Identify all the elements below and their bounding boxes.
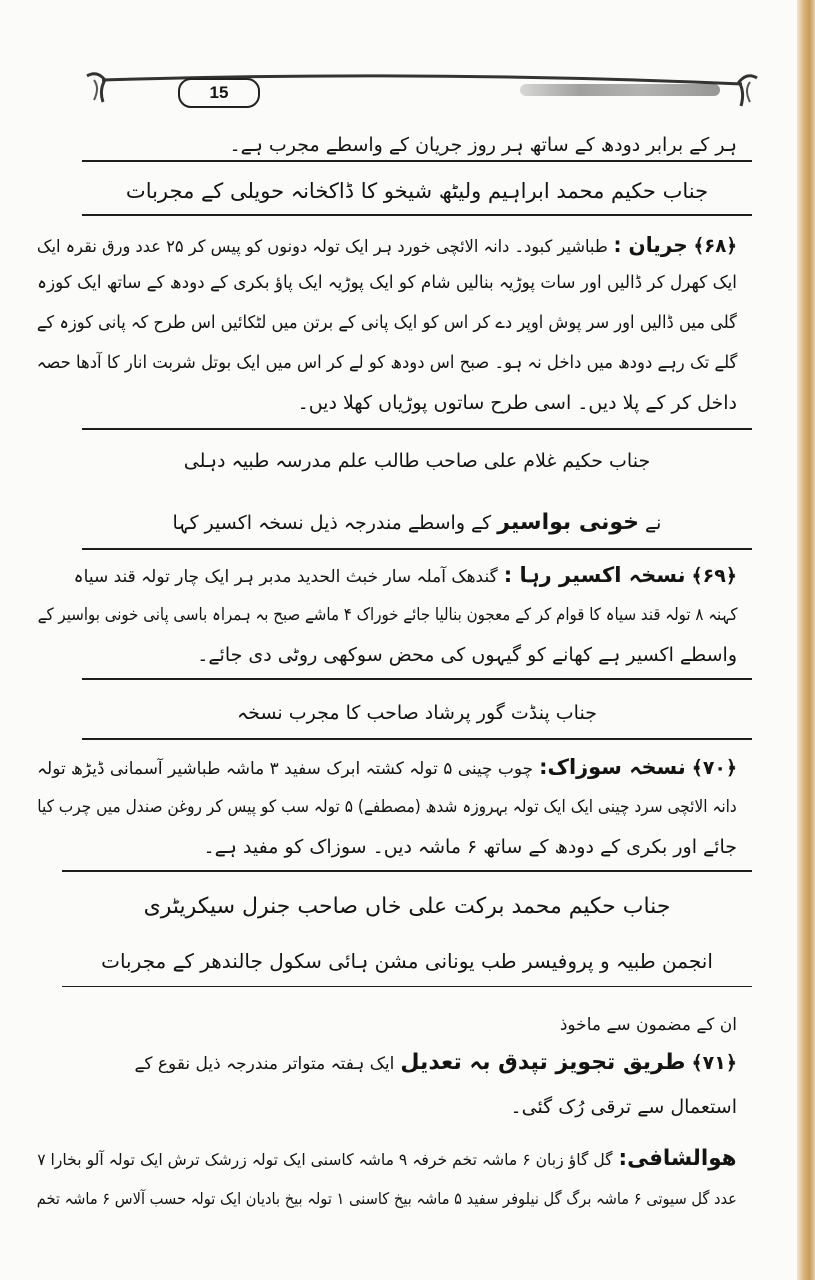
- title-emphasis: خونی بواسیر: [497, 510, 639, 535]
- recipe-text: گلے تک رہے دودھ میں داخل نہ ہو۔ صبح اس دودھ کو لے کر اس میں ایک بوتل شربت انار کا آدھا حصہ: [36, 353, 737, 373]
- page-edge: [797, 0, 815, 1280]
- divider: [62, 986, 752, 987]
- recipe-title: نسخہ اکسیر رہا :: [503, 563, 686, 587]
- divider: [82, 548, 752, 550]
- recipe-title: طریق تجویز تپدق بہ تعدیل: [400, 1050, 686, 1075]
- recipe-number: ﴿۷۱﴾: [691, 1052, 737, 1074]
- carry-over-line: ہر کے برابر دودھ کے ساتھ ہر روز جریان کے واسطے مجرب ہے۔: [229, 134, 737, 156]
- recipe-71-line-1: [134, 1050, 737, 1077]
- recipe-text: گندھک آملہ سار خبث الحدید مدبر ہر ایک چار تولہ قند سیاہ: [73, 567, 498, 587]
- section-title: انجمن طبیہ و پروفیسر طب یونانی مشن ہائی سکول جالندھر کے مجربات: [101, 949, 713, 973]
- recipe-text: جائے اور بکری کے دودھ کے ساتھ ۶ ماشہ دیں۔ سوزاک کو مفید ہے۔: [203, 836, 737, 858]
- source-note: ان کے مضمون سے ماخوذ: [559, 1015, 737, 1035]
- recipe-70-line-1: [37, 754, 737, 782]
- section-title: جناب حکیم محمد ابراہیم ولیٹھ شیخو کا ڈاکخانہ حویلی کے مجربات: [125, 179, 709, 203]
- recipe-69-line-1: [74, 562, 737, 590]
- recipe-text: کہنہ ۸ تولہ قند سیاہ کا قوام کر کے معجون بنالیا جائے خوراک ۴ ماشے صبح بہ ہمراہ باسی پانی خونی بواسیر کے: [37, 605, 737, 625]
- section-title-2: [82, 510, 752, 536]
- divider: [62, 870, 752, 872]
- divider: [82, 678, 752, 680]
- recipe-text: دانہ الائچی سرد چینی ایک ایک تولہ بہروزہ شدھ (مصطفے) ۵ تولہ سب کو پیس کر روغن صندل میں چرب کیا: [37, 797, 737, 817]
- divider: [82, 214, 752, 216]
- running-header-smudge: [520, 84, 720, 96]
- title-suffix: کے واسطے مندرجہ ذیل نسخہ اکسیر کہا: [172, 512, 492, 534]
- recipe-number: ﴿۷۰﴾: [691, 757, 737, 779]
- prescription-text: عدد گل سیوتی ۶ ماشہ برگ گل نیلوفر سفید ۵ ماشہ بیخ کاسنی ۱ تولہ بیخ بادیان ایک تولہ حسب آلاس ۶ ماشہ تخم: [36, 1189, 737, 1208]
- recipe-text: ایک ہفتہ متواتر مندرجہ ذیل نقوع کے: [134, 1054, 395, 1074]
- recipe-text: چوب چینی ۵ تولہ کشتہ ابرک سفید ۳ ماشہ طباشیر آسمانی ڈیڑھ تولہ: [37, 759, 534, 779]
- recipe-title: جریان :: [613, 233, 688, 257]
- page-number: 15: [178, 78, 260, 108]
- prescription-text: گل گاؤ زبان ۶ ماشہ تخم خرفہ ۹ ماشہ کاسنی ایک تولہ زرشک ترش ایک تولہ آلو بخارا ۷: [37, 1150, 614, 1169]
- recipe-text: استعمال سے ترقی رُک گئی۔: [510, 1096, 737, 1118]
- recipe-text: گلی میں ڈالیں اور سر پوش اوپر دے کر اس کو ایک پانی کے برتن میں لٹکائیں اس طرح کہ پانی کوزہ کے: [36, 313, 737, 333]
- recipe-number: ﴿۶۸﴾: [693, 235, 737, 257]
- section-title: جناب حکیم محمد برکت علی خاں صاحب جنرل سیکریٹری: [143, 894, 671, 919]
- recipe-title: نسخہ سوزاک:: [539, 755, 686, 779]
- section-title: جناب حکیم غلام علی صاحب طالب علم مدرسہ طبیہ دہلی: [183, 450, 651, 472]
- recipe-68-line-1: [36, 232, 737, 260]
- recipe-text: واسطے اکسیر ہے کھانے کو گیہوں کی محض سوکھی روٹی دی جائے۔: [197, 644, 737, 666]
- recipe-text: داخل کر کے پلا دیں۔ اسی طرح ساتوں پوڑیاں کھلا دیں۔: [297, 392, 737, 414]
- section-title: جناب پنڈت گور پرشاد صاحب کا مجرب نسخہ: [237, 702, 597, 724]
- title-prefix: نے: [645, 512, 662, 534]
- prescription-line-1: [38, 1146, 737, 1173]
- recipe-number: ﴿۶۹﴾: [691, 565, 737, 587]
- recipe-text: ایک کھرل کر ڈالیں اور سات پوڑیہ بنالیں شام کو ایک پوڑیہ ایک پاؤ بکری کے دودھ کے ساتھ ایک کوزہ: [37, 273, 737, 293]
- prescription-title: ھوالشافی:: [618, 1146, 737, 1171]
- divider: [82, 428, 752, 430]
- divider: [82, 738, 752, 740]
- recipe-text: طباشیر کبود۔ دانہ الائچی خورد ہر ایک تولہ دونوں کو پیس کر ۲۵ عدد ورق نقرہ ایک: [36, 237, 608, 257]
- divider: [82, 160, 752, 162]
